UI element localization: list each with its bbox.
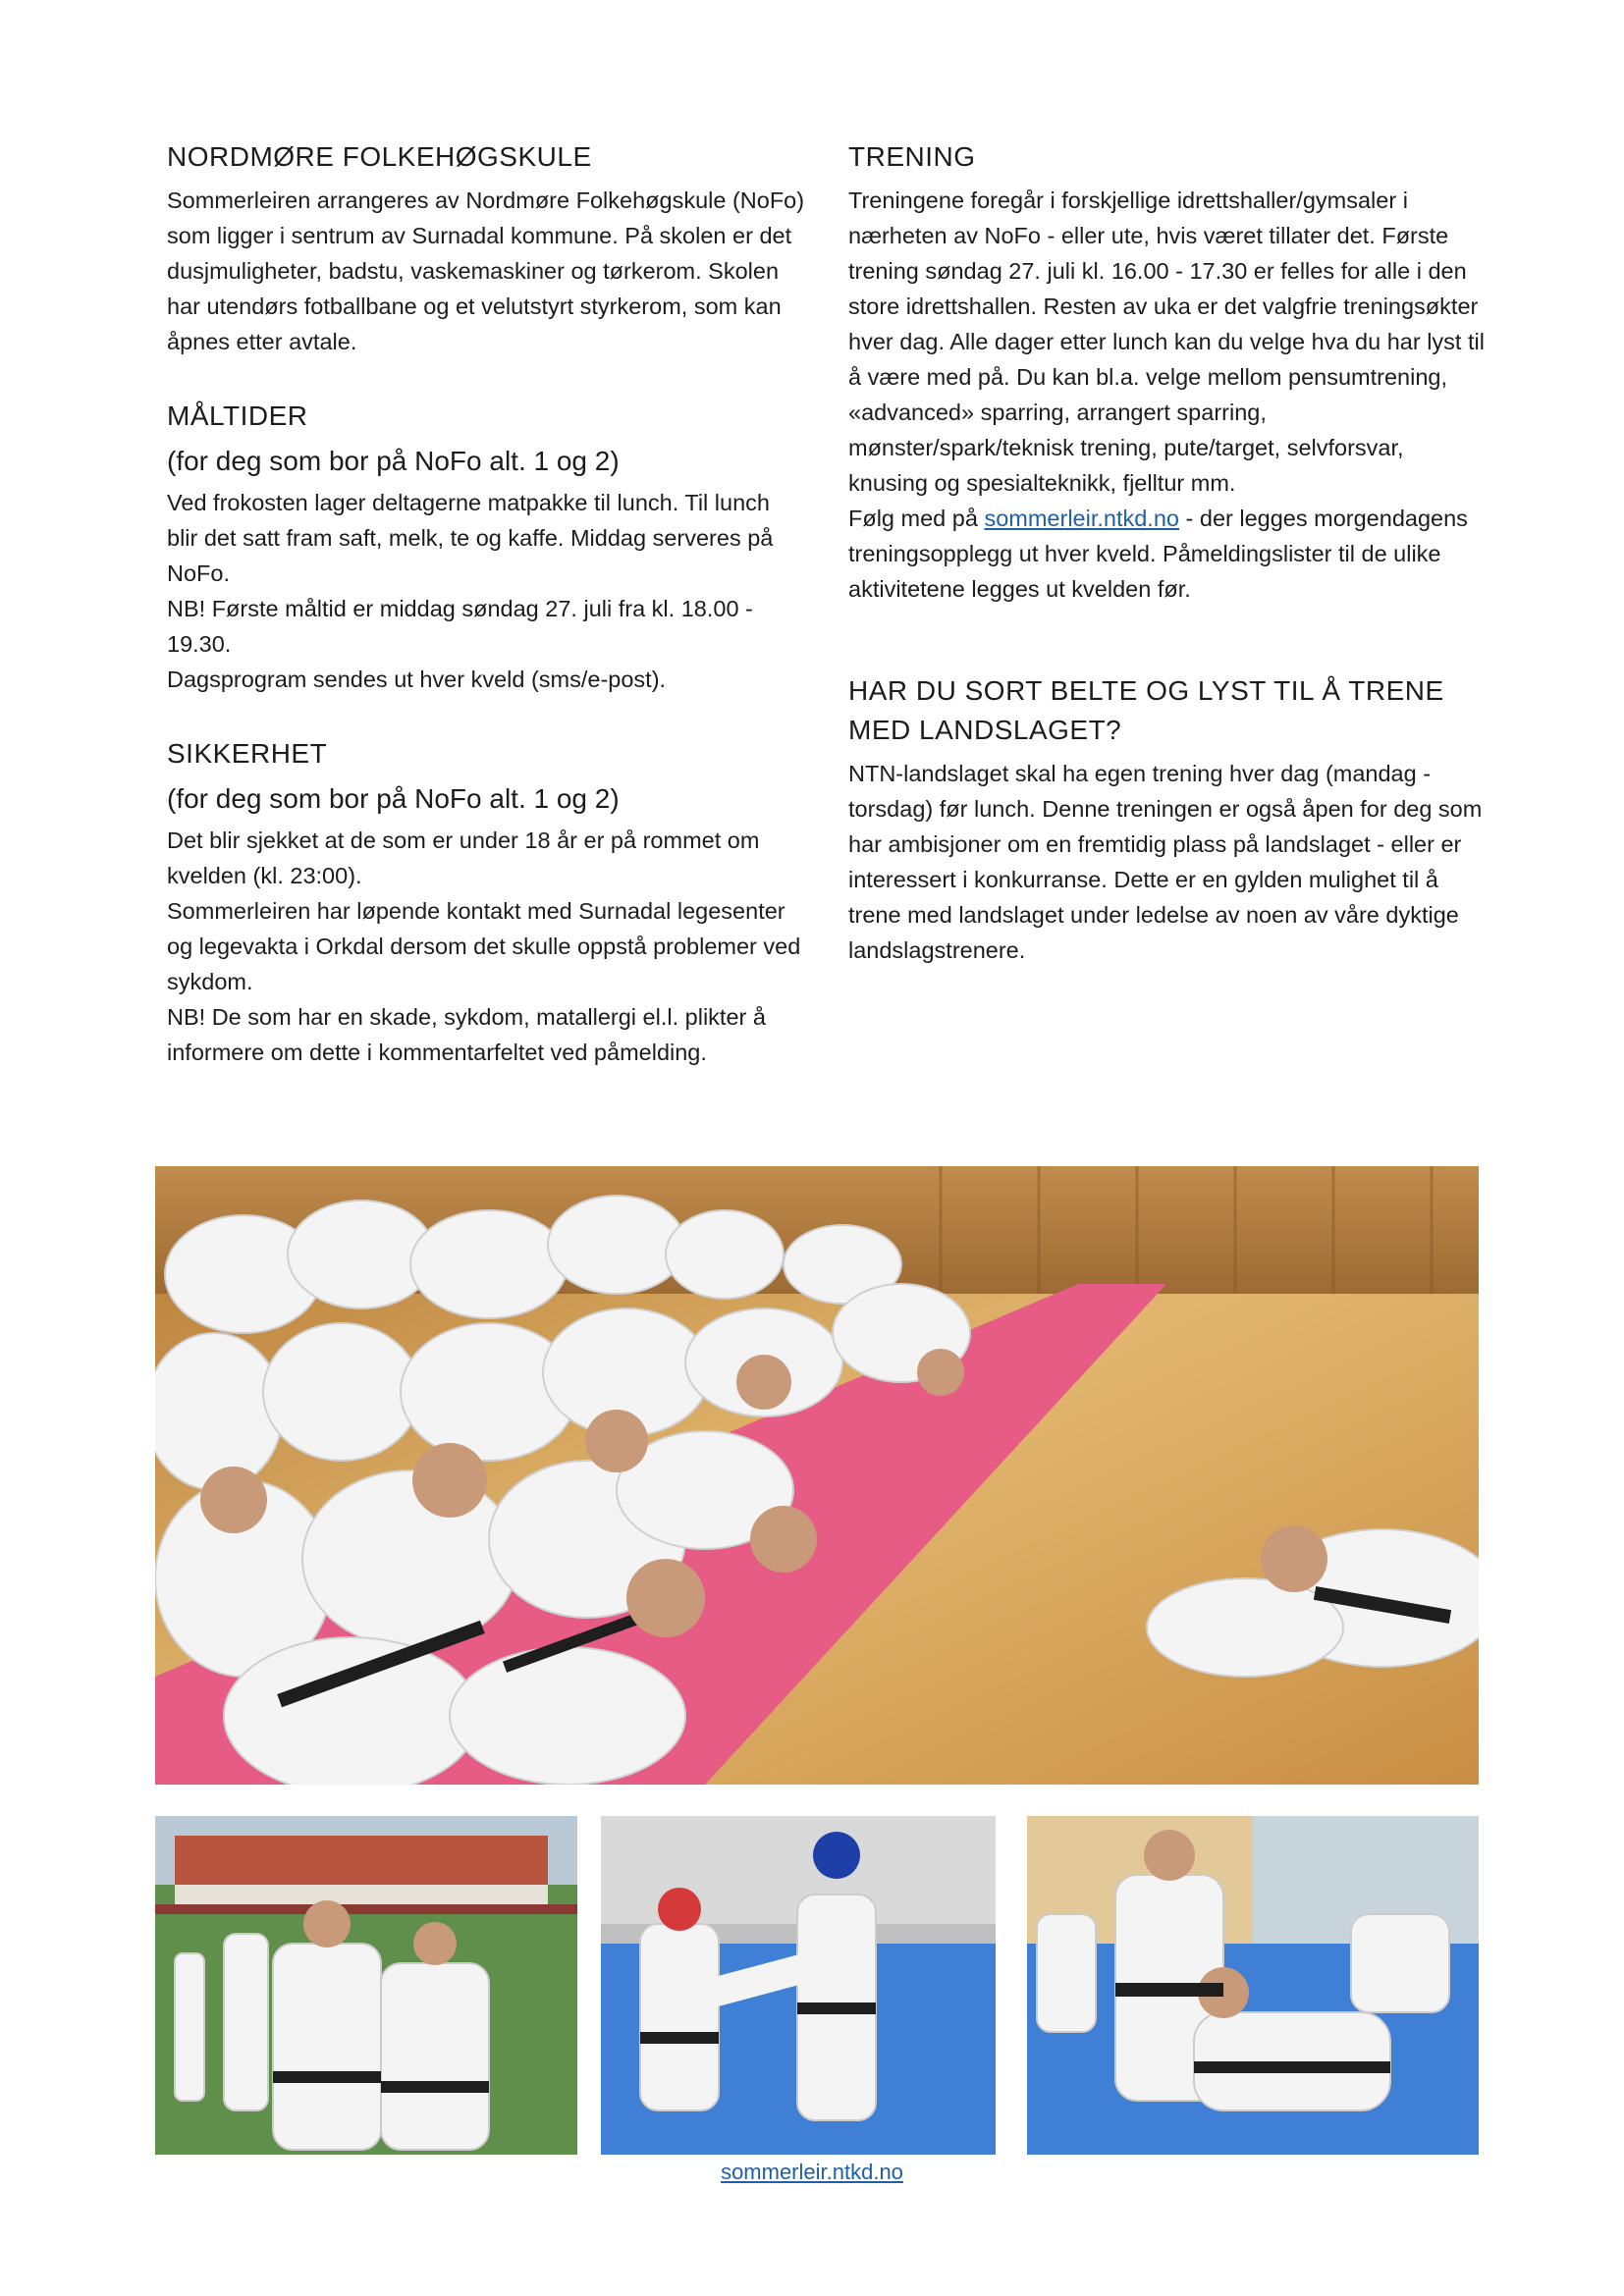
left-column <box>167 137 805 1107</box>
main-photo-stretching <box>155 1166 1479 1785</box>
right-column <box>848 137 1487 1005</box>
section-landslaget <box>848 671 1487 968</box>
photo-sparring-kick <box>601 1816 996 2155</box>
body-text: Treningene foregår i forskjellige idrettshaller/gymsaler i nærheten av NoFo - eller ute, hvis været tillater det. Første trening søndag 27. juli kl. 16.00 - 17.30 er felles for alle i den store idrettshallen. Resten av uka er det valgfrie treningsøkter hver dag. Alle dager etter lunch kan du velge hva du har lyst til å være med på. Du kan bl.a. velge mellom pensumtrening, «advanced» sparring, arrangert sparring, mønster/spark/teknisk trening, pute/target, selvforsvar, knusing og spesialteknikk, fjelltur mm. Følg med på <box>848 187 1485 531</box>
section-trening <box>848 137 1487 607</box>
photo-indoor-smiling <box>1027 1816 1479 2155</box>
section-body <box>848 183 1487 607</box>
section-subtitle: (for deg som bor på NoFo alt. 1 og 2) <box>167 446 620 476</box>
section-body: Ved frokosten lager deltagerne matpakke til lunch. Til lunch blir det satt fram saft, melk, te og kaffe. Middag serveres på NoFo. NB! Første måltid er middag søndag 27. juli fra kl. 18.00 - 19.30. Dagsprogram sendes ut hver kveld (sms/e-post). <box>167 490 774 692</box>
section-title: TRENING <box>848 141 976 172</box>
sommerleir-link[interactable]: sommerleir.ntkd.no <box>984 506 1179 531</box>
section-title: MÅLTIDER <box>167 400 308 431</box>
section-body: Sommerleiren arrangeres av Nordmøre Folkehøgskule (NoFo) som ligger i sentrum av Surnadal kommune. På skolen er det dusjmuligheter, badstu, vaskemaskiner og tørkerom. Skolen har utendørs fotballbane og et velutstyrt styrkerom, som kan åpnes etter avtale. <box>167 187 805 354</box>
body-text: - der legges morgendagens treningsopplegg ut hver kveld. Påmeldingslister til de ulike aktivitetene legges ut kvelden før. <box>848 506 1468 602</box>
section-title: HAR DU SORT BELTE OG LYST TIL Å TRENE MED LANDSLAGET? <box>848 675 1444 745</box>
footer <box>0 2160 1624 2185</box>
section-title: NORDMØRE FOLKEHØGSKULE <box>167 141 592 172</box>
section-sikkerhet <box>167 734 805 1070</box>
section-maltider <box>167 397 805 697</box>
section-nordmore <box>167 137 805 359</box>
section-body: NTN-landslaget skal ha egen trening hver dag (mandag - torsdag) før lunch. Denne treningen er også åpen for deg som har ambisjoner om en fremtidig plass på landslaget - eller er interessert i konkurranse. Dette er en gylden mulighet til å trene med landslaget under ledelse av noen av våre dyktige landslagstrenere. <box>848 761 1483 963</box>
section-body: Det blir sjekket at de som er under 18 år er på rommet om kvelden (kl. 23:00). Sommerleiren har løpende kontakt med Surnadal legesenter og legevakta i Orkdal dersom det skulle oppstå problemer ved sykdom. NB! De som har en skade, sykdom, matallergi el.l. plikter å informere om dette i kommentarfeltet ved påmelding. <box>167 828 801 1065</box>
photo-outdoor-selfdefense <box>155 1816 577 2155</box>
section-subtitle: (for deg som bor på NoFo alt. 1 og 2) <box>167 783 620 814</box>
section-title: SIKKERHET <box>167 738 328 769</box>
footer-link[interactable]: sommerleir.ntkd.no <box>721 2160 903 2184</box>
